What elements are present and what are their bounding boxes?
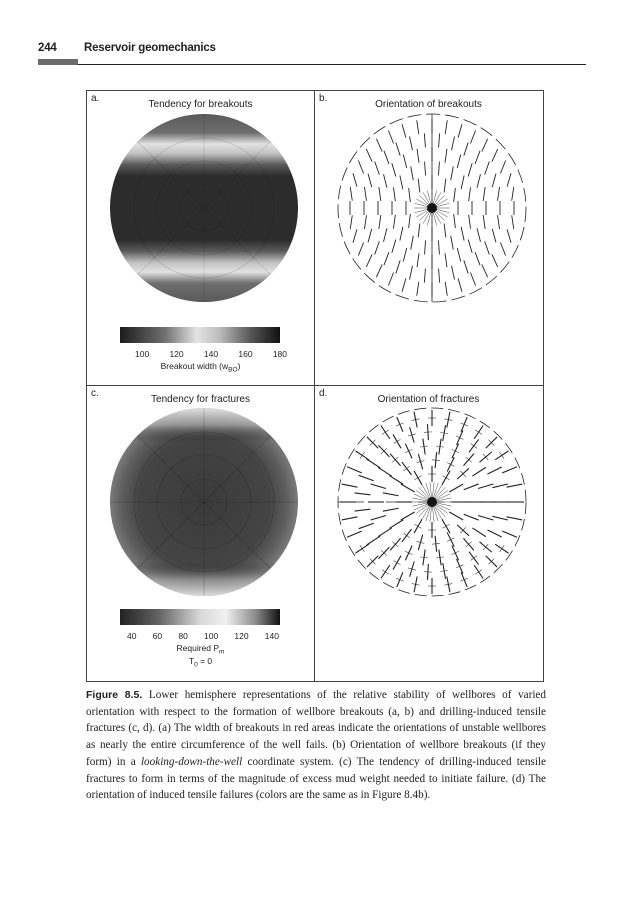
central-ray	[436, 498, 452, 501]
fracture-tick	[478, 516, 493, 521]
fracture-crossbar	[447, 463, 454, 467]
breakout-tick	[454, 214, 456, 228]
fracture-crossbar	[403, 466, 409, 471]
fracture-crossbar	[415, 524, 422, 528]
fracture-crossbar	[447, 538, 454, 542]
breakout-tick	[393, 187, 395, 201]
breakout-tick	[438, 240, 439, 254]
breakout-tick	[457, 154, 460, 168]
fracture-tick	[472, 528, 485, 537]
fracture-tick	[355, 509, 371, 511]
breakout-tick	[485, 241, 490, 254]
breakout-tick	[507, 173, 511, 186]
breakout-tick	[452, 266, 455, 280]
breakout-tick	[358, 160, 363, 173]
caption-text-2: coordinate system. (c) The tendency of drilling-induced tensile fractures to form in terms of the magnitude of excess mud weight needed to initiate failure. (d) The orientation of induced tensile failures (colors are the same as in Figure 8.4b).	[86, 755, 547, 802]
breakout-tick	[392, 239, 396, 252]
center-point	[427, 203, 437, 213]
breakout-tick	[475, 252, 480, 265]
panel-a	[87, 91, 314, 385]
fracture-tick	[449, 512, 463, 520]
fracture-tick	[464, 514, 479, 520]
tick-label: 160	[238, 349, 253, 359]
central-ray	[414, 494, 429, 501]
tick-label: 60	[152, 631, 163, 641]
fracture-tick	[367, 536, 380, 545]
breakout-tick	[417, 149, 419, 163]
fracture-tick	[371, 484, 386, 489]
central-ray	[433, 191, 437, 205]
breakout-tick	[402, 278, 406, 291]
tick-label: 100	[204, 631, 219, 641]
fracture-tick	[487, 530, 501, 537]
colorbar-c-note: $T_0 = 0$	[188, 656, 213, 669]
breakout-tick	[444, 179, 446, 193]
panel-b-label: b.	[319, 93, 328, 104]
fracture-crossbar	[394, 561, 401, 565]
breakout-tick	[350, 215, 352, 229]
fracture-tick	[487, 467, 501, 474]
colorbar-c-title: Required $P_m$	[176, 643, 225, 656]
colorbar-c	[120, 609, 280, 625]
breakout-tick	[451, 166, 454, 180]
breakout-tick	[445, 253, 447, 267]
breakout-tick	[392, 163, 396, 176]
fracture-tick	[502, 531, 517, 537]
breakout-tick	[451, 236, 454, 250]
breakout-tick	[364, 215, 366, 229]
colorbar-a-ticks	[135, 349, 287, 359]
fracture-crossbar	[432, 460, 440, 461]
breakout-tick	[475, 151, 480, 164]
breakout-tick	[445, 149, 447, 163]
fracture-crossbar	[471, 556, 477, 561]
central-ray	[412, 503, 428, 506]
fracture-crossbar	[443, 476, 450, 480]
breakout-tick	[366, 254, 372, 267]
breakout-tick	[483, 215, 485, 229]
fracture-tick	[464, 484, 479, 490]
breakout-tick	[492, 254, 498, 267]
fracture-tick	[507, 517, 523, 520]
breakout-tick	[457, 248, 460, 262]
central-ray	[416, 504, 429, 513]
fracture-tick	[449, 484, 463, 492]
breakout-tick	[417, 282, 419, 296]
breakout-tick	[396, 142, 400, 155]
breakout-tick	[444, 224, 446, 238]
fracture-tick	[378, 528, 391, 537]
breakout-tick	[425, 162, 426, 176]
breakout-tick	[396, 260, 400, 273]
panel-d-title: Orientation of fractures	[377, 394, 480, 405]
breakout-tick	[458, 278, 462, 291]
breakout-tick	[464, 260, 468, 273]
central-ray	[412, 498, 428, 501]
breakout-tick	[461, 175, 464, 189]
header-bar	[38, 59, 78, 65]
fracture-tick	[359, 523, 374, 528]
breakout-tick	[445, 120, 447, 134]
fracture-crossbar	[415, 476, 422, 480]
breakout-tick	[375, 241, 380, 254]
breakout-tick	[379, 187, 381, 201]
page-header	[38, 42, 586, 72]
breakout-tick	[452, 136, 455, 150]
breakout-tick	[384, 228, 387, 242]
central-ray	[436, 494, 451, 501]
panel-c-title: Tendency for fractures	[151, 394, 250, 405]
panel-b	[315, 91, 542, 385]
central-ray	[436, 503, 452, 506]
fracture-tick	[401, 512, 415, 520]
central-ray	[433, 212, 437, 226]
central-ray	[436, 504, 451, 511]
fracture-tick	[342, 484, 358, 487]
fracture-tick	[383, 508, 399, 511]
colorbar-c-ticks	[127, 631, 279, 641]
breakout-tick	[507, 229, 511, 242]
header-rule	[78, 64, 586, 65]
tick-label: 180	[272, 349, 287, 359]
fracture-tick	[342, 517, 358, 520]
breakout-tick	[368, 229, 372, 242]
breakout-tick	[402, 124, 406, 137]
breakout-tick	[417, 120, 419, 134]
fracture-crossbar	[394, 439, 401, 443]
breakout-tick	[477, 228, 480, 242]
breakout-tick	[497, 215, 499, 229]
tick-label: 100	[135, 349, 150, 359]
fracture-orientation-stereonet	[315, 386, 542, 683]
breakout-tick	[470, 273, 475, 286]
breakout-tick	[497, 187, 499, 201]
page-number: 244	[38, 42, 57, 54]
breakout-tick	[353, 229, 357, 242]
fracture-tick	[347, 531, 362, 537]
breakout-tick	[482, 264, 488, 277]
breakout-tick	[411, 166, 414, 180]
central-ray	[427, 212, 431, 226]
caption-text-1: Lower hemisphere representations of the relative stability of wellbores of varied orientation with respect to the formation of wellbore breakouts (a, b) and drilling-induced tensile fractures (c, d). (a) The width of breakouts in red areas indicate the orientations of unstable wellbores as nearly the entire circumference of the well fails. (b) Orientation of wellbore breakouts (if they form) in a	[86, 689, 546, 768]
breakout-tick	[384, 252, 389, 265]
breakout-tick	[409, 188, 411, 202]
breakout-tick	[388, 273, 393, 286]
breakout-tick	[417, 253, 419, 267]
breakout-tick	[469, 215, 471, 229]
fracture-crossbar	[475, 570, 482, 574]
breakout-tick	[492, 149, 498, 162]
breakout-tick	[376, 139, 382, 152]
tick-label: 140	[264, 631, 279, 641]
fracture-crossbar	[382, 570, 389, 574]
breakout-tick	[384, 174, 387, 188]
breakout-tick	[425, 240, 426, 254]
breakout-orientation-stereonet	[315, 91, 542, 385]
breakout-tick	[368, 174, 372, 187]
panel-d	[315, 386, 542, 680]
fracture-tick	[472, 467, 485, 476]
fracture-tick	[347, 467, 362, 473]
figure-caption	[86, 687, 546, 804]
colorbar-a	[120, 327, 280, 343]
fracture-tick	[492, 516, 508, 520]
fracture-tick	[383, 493, 399, 496]
breakout-tick	[379, 215, 381, 229]
breakout-tendency-stereonet	[87, 91, 314, 385]
tick-label: 80	[178, 631, 188, 641]
fracture-crossbar	[360, 452, 364, 459]
breakout-tick	[468, 163, 472, 176]
caption-label: Figure 8.5.	[86, 689, 143, 701]
breakout-tick	[375, 161, 380, 174]
tick-label: 120	[169, 349, 184, 359]
colorbar-a-title: Breakout width $(w_{BO})$	[160, 361, 241, 374]
fracture-crossbar	[403, 533, 409, 538]
breakout-tick	[461, 227, 464, 241]
breakout-tick	[454, 188, 456, 202]
breakout-tick	[500, 242, 505, 255]
tick-label: 140	[203, 349, 219, 359]
breakout-tick	[400, 175, 403, 189]
breakout-tick	[403, 154, 406, 168]
fracture-tick	[502, 467, 517, 473]
fracture-tick	[367, 459, 380, 468]
fracture-crossbar	[475, 430, 482, 434]
breakout-tick	[470, 130, 475, 143]
panel-d-label: d.	[319, 388, 328, 399]
tick-label: 40	[127, 631, 137, 641]
breakout-tick	[350, 187, 352, 201]
panel-c	[87, 386, 314, 680]
tick-label: 120	[234, 631, 249, 641]
central-ray	[436, 209, 450, 213]
fracture-crossbar	[443, 524, 450, 528]
fracture-tick	[389, 520, 403, 528]
breakout-tick	[445, 282, 447, 296]
breakout-tick	[410, 136, 413, 150]
breakout-tick	[411, 236, 414, 250]
breakout-tick	[492, 174, 496, 187]
fracture-tick	[401, 484, 415, 492]
breakout-tick	[500, 160, 505, 173]
breakout-tick	[366, 149, 372, 162]
breakout-tick	[364, 187, 366, 201]
caption-italic: looking-down-the-well	[140, 755, 243, 768]
fracture-tick	[378, 467, 391, 476]
center-point	[427, 497, 437, 507]
breakout-tick	[458, 124, 462, 137]
breakout-tick	[403, 248, 406, 262]
breakout-tick	[424, 133, 425, 147]
breakout-tick	[469, 187, 471, 201]
fracture-crossbar	[500, 545, 504, 552]
fracture-tick	[492, 484, 508, 488]
breakout-tick	[376, 264, 382, 277]
breakout-tick	[468, 239, 472, 252]
breakout-tick	[439, 269, 440, 283]
breakout-tick	[512, 215, 514, 229]
breakout-tick	[424, 269, 425, 283]
figure-8-5	[86, 90, 544, 682]
breakout-tick	[393, 215, 395, 229]
panel-c-label: c.	[91, 388, 99, 399]
fracture-tick	[355, 493, 371, 495]
breakout-tick	[485, 161, 490, 174]
central-ray	[435, 504, 448, 513]
central-ray	[435, 490, 448, 499]
breakout-tick	[388, 130, 393, 143]
breakout-tick	[353, 173, 357, 186]
breakout-tick	[512, 187, 514, 201]
running-title: Reservoir geomechanics	[84, 42, 216, 54]
breakout-tick	[482, 139, 488, 152]
fracture-crossbar	[432, 543, 440, 544]
fracture-tick	[359, 475, 374, 480]
central-ray	[436, 203, 450, 207]
breakout-tick	[410, 266, 413, 280]
breakout-tick	[409, 214, 411, 228]
panel-a-title: Tendency for breakouts	[148, 99, 253, 110]
breakout-tick	[483, 187, 485, 201]
fracture-crossbar	[360, 545, 364, 552]
breakout-tick	[384, 151, 389, 164]
fracture-tick	[371, 516, 386, 521]
breakout-tick	[477, 174, 480, 188]
fracture-crossbar	[471, 443, 477, 448]
fracture-tick	[389, 476, 403, 484]
panel-b-title: Orientation of breakouts	[375, 99, 482, 110]
breakout-tick	[358, 242, 363, 255]
breakout-tick	[418, 179, 420, 193]
breakout-tick	[464, 142, 468, 155]
fracture-tick	[507, 484, 523, 487]
central-ray	[414, 504, 429, 511]
breakout-tick	[439, 133, 440, 147]
breakout-tick	[438, 162, 439, 176]
central-ray	[415, 203, 429, 207]
panel-a-label: a.	[91, 93, 100, 104]
central-ray	[427, 191, 431, 205]
fracture-crossbar	[500, 452, 504, 459]
breakout-tick	[400, 227, 403, 241]
breakout-tick	[418, 224, 420, 238]
central-ray	[415, 209, 429, 213]
fracture-tick	[478, 484, 493, 489]
fracture-crossbar	[382, 430, 389, 434]
central-ray	[416, 490, 429, 499]
breakout-tick	[492, 229, 496, 242]
